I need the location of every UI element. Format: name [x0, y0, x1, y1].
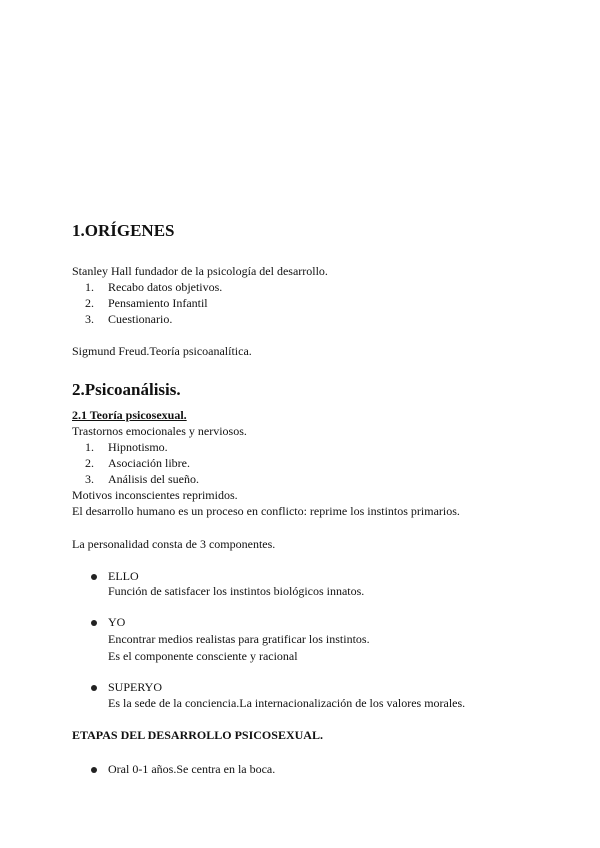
- list-number: 1.: [85, 440, 94, 454]
- section-title-origenes: 1.ORÍGENES: [72, 221, 175, 240]
- list-number: 2.: [85, 456, 94, 470]
- list-item: Recabo datos objetivos.: [108, 280, 223, 294]
- component-name: ELLO: [108, 569, 139, 583]
- personalidad-line: La personalidad consta de 3 componentes.: [72, 537, 276, 551]
- hall-line: Stanley Hall fundador de la psicología del desarrollo.: [72, 264, 328, 278]
- list-number: 2.: [85, 296, 94, 310]
- component-desc: Función de satisfacer los instintos biológicos innatos.: [108, 584, 365, 598]
- list-number: 1.: [85, 280, 94, 294]
- subsection-title: 2.1 Teoría psicosexual.: [72, 408, 187, 422]
- list-item: Pensamiento Infantil: [108, 296, 208, 310]
- bullet-icon: [91, 574, 97, 580]
- intro-line: Trastornos emocionales y nerviosos.: [72, 424, 247, 438]
- list-item: Asociación libre.: [108, 456, 190, 470]
- component-name: SUPERYO: [108, 680, 163, 694]
- bullet-icon: [91, 620, 97, 626]
- component-name: YO: [108, 615, 126, 629]
- section-title-psicoanalisis: 2.Psicoanálisis.: [72, 380, 181, 399]
- list-item: Análisis del sueño.: [108, 472, 199, 486]
- list-number: 3.: [85, 472, 94, 486]
- list-item: Hipnotismo.: [108, 440, 168, 454]
- bullet-icon: [91, 685, 97, 691]
- freud-line: Sigmund Freud.Teoría psicoanalítica.: [72, 344, 252, 358]
- component-desc: Encontrar medios realistas para gratificar los instintos.: [108, 632, 370, 646]
- etapa-item: Oral 0-1 años.Se centra en la boca.: [108, 762, 276, 776]
- desarrollo-line: El desarrollo humano es un proceso en conflicto: reprime los instintos primarios.: [72, 504, 460, 518]
- list-item: Cuestionario.: [108, 312, 173, 326]
- etapas-title: ETAPAS DEL DESARROLLO PSICOSEXUAL.: [72, 728, 323, 742]
- motivos-line: Motivos inconscientes reprimidos.: [72, 488, 238, 502]
- list-number: 3.: [85, 312, 94, 326]
- component-desc: Es el componente consciente y racional: [108, 649, 298, 663]
- component-desc: Es la sede de la conciencia.La internacionalización de los valores morales.: [108, 696, 466, 710]
- bullet-icon: [91, 767, 97, 773]
